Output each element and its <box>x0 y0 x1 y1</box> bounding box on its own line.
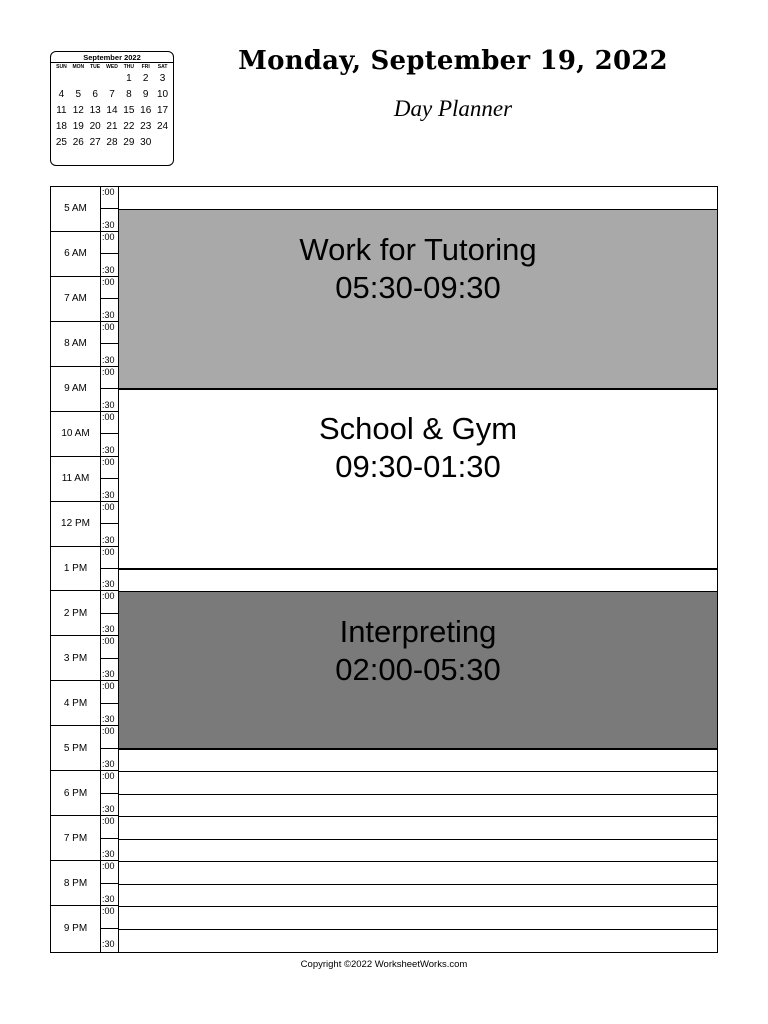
slot-divider <box>119 929 717 930</box>
mini-calendar-day: 30 <box>140 137 152 148</box>
mini-calendar-day: 5 <box>75 89 82 100</box>
weekday-label: SUN <box>56 64 67 70</box>
minute-label-30: :30 <box>101 884 118 906</box>
mini-calendar-day: 17 <box>157 105 169 116</box>
copyright-notice: Copyright ©2022 WorksheetWorks.com <box>300 959 468 970</box>
hour-label: 2 PM <box>51 591 100 636</box>
minute-label-00: :00 <box>101 906 118 928</box>
weekday-label: FRI <box>141 64 150 70</box>
weekday-label: SAT <box>157 64 168 70</box>
minute-label-30: :30 <box>101 659 118 681</box>
mini-calendar-day: 22 <box>123 121 135 132</box>
hour-label: 8 PM <box>51 861 100 906</box>
minute-label-30: :30 <box>101 479 118 501</box>
event-time: 05:30-09:30 <box>335 269 501 305</box>
minute-label-30: :30 <box>101 209 118 231</box>
weekday-label: WED <box>106 64 118 70</box>
minute-label-30: :30 <box>101 299 118 321</box>
weekday-label: MON <box>72 64 85 70</box>
mini-calendar-day: 4 <box>58 89 65 100</box>
mini-calendar-day: 28 <box>106 137 118 148</box>
hour-label: 9 PM <box>63 923 88 935</box>
minute-label-30: :30 <box>101 839 118 861</box>
weekday-label: THU <box>123 64 134 70</box>
minute-label-00: :00 <box>101 412 118 434</box>
mini-calendar-week <box>53 103 171 119</box>
minute-label-30: :30 <box>101 794 118 816</box>
minute-label-30: :30 <box>101 614 118 636</box>
minute-label-30: :30 <box>102 938 115 949</box>
schedule-area <box>119 187 717 952</box>
hour-column <box>51 187 101 952</box>
mini-calendar-day <box>104 71 121 87</box>
slot-divider <box>119 771 717 772</box>
mini-calendar <box>50 51 174 166</box>
mini-calendar-day: 27 <box>89 137 101 148</box>
mini-calendar-day: 8 <box>126 89 132 100</box>
mini-calendar-day: 11 <box>56 105 67 116</box>
minute-label-00: :00 <box>101 861 118 883</box>
hour-label: 5 AM <box>51 187 100 232</box>
mini-calendar-day: 2 <box>142 73 149 84</box>
minute-label-30: :30 <box>101 434 118 456</box>
event-block[interactable] <box>119 591 717 748</box>
minute-label-00: :00 <box>101 726 118 748</box>
mini-calendar-day: 3 <box>159 73 166 84</box>
mini-calendar-day: 13 <box>89 105 101 116</box>
mini-calendar-day: 1 <box>126 73 132 84</box>
minute-label-00: :00 <box>101 547 118 569</box>
hour-label: 1 PM <box>51 547 100 592</box>
minute-label-00: :00 <box>101 232 118 254</box>
slot-divider <box>119 569 717 570</box>
hour-label: 11 AM <box>51 457 100 502</box>
slot-divider <box>119 794 717 795</box>
hour-label: 4 PM <box>51 681 100 726</box>
day-planner-grid <box>50 186 718 953</box>
minute-label-30: :30 <box>101 704 118 726</box>
mini-calendar-weekdays <box>53 63 171 71</box>
event-title: Interpreting <box>339 613 497 649</box>
mini-calendar-day: 20 <box>89 121 101 132</box>
mini-calendar-day <box>70 71 87 87</box>
minute-label-00: :00 <box>101 771 118 793</box>
mini-calendar-week <box>53 71 171 87</box>
hour-label: 3 PM <box>51 636 100 681</box>
mini-calendar-day: 24 <box>157 121 169 132</box>
minute-label-30: :30 <box>101 569 118 591</box>
mini-calendar-week <box>53 135 171 151</box>
hour-label: 7 PM <box>51 816 100 861</box>
mini-calendar-day <box>53 71 70 87</box>
event-title: School & Gym <box>318 411 518 447</box>
mini-calendar-day: 12 <box>72 105 84 116</box>
slot-divider <box>119 861 717 862</box>
mini-calendar-day: 16 <box>140 105 152 116</box>
minute-label-00: :00 <box>101 681 118 703</box>
slot-divider <box>119 749 717 750</box>
hour-label: 12 PM <box>51 502 100 547</box>
mini-calendar-day: 15 <box>123 105 135 116</box>
minute-label-30: :30 <box>101 389 118 411</box>
event-block[interactable] <box>119 209 717 389</box>
minute-column <box>101 187 119 952</box>
hour-label: 6 PM <box>51 771 100 816</box>
minute-label-00: :00 <box>101 367 118 389</box>
minute-label-30: :30 <box>101 749 118 771</box>
minute-label-00: :00 <box>101 816 118 838</box>
slot-divider <box>119 906 717 907</box>
mini-calendar-week <box>53 119 171 135</box>
event-block[interactable] <box>119 389 717 569</box>
minute-label-00: :00 <box>101 636 118 658</box>
minute-label-30: :30 <box>101 524 118 546</box>
mini-calendar-day: 21 <box>106 121 118 132</box>
mini-calendar-week <box>53 87 171 103</box>
mini-calendar-day: 9 <box>142 89 149 100</box>
mini-calendar-day: 25 <box>55 137 67 148</box>
mini-calendar-day: 10 <box>157 89 169 100</box>
hour-label: 7 AM <box>51 277 100 322</box>
mini-calendar-day: 23 <box>140 121 152 132</box>
minute-label-00: :00 <box>101 457 118 479</box>
minute-label-00: :00 <box>101 502 118 524</box>
mini-calendar-title: September 2022 <box>51 53 173 63</box>
slot-divider <box>119 884 717 885</box>
event-time: 02:00-05:30 <box>335 651 501 687</box>
hour-label: 9 AM <box>51 367 100 412</box>
mini-calendar-day <box>154 135 171 151</box>
mini-calendar-days <box>53 71 171 151</box>
hour-label: 6 AM <box>51 232 100 277</box>
mini-calendar-day: 26 <box>72 137 84 148</box>
page-title: Monday, September 19, 2022 <box>238 46 668 76</box>
minute-label-00: :00 <box>101 322 118 344</box>
event-time: 09:30-01:30 <box>335 449 501 485</box>
mini-calendar-day: 19 <box>72 121 84 132</box>
mini-calendar-day: 14 <box>106 105 118 116</box>
event-title: Work for Tutoring <box>299 231 537 267</box>
mini-calendar-day <box>87 71 104 87</box>
mini-calendar-day: 6 <box>92 89 98 100</box>
page-subtitle: Day Planner <box>393 96 513 121</box>
slot-divider <box>119 839 717 840</box>
minute-label-00: :00 <box>101 277 118 299</box>
mini-calendar-day: 29 <box>123 137 135 148</box>
minute-label-30: :30 <box>101 254 118 276</box>
hour-label: 10 AM <box>51 412 100 457</box>
minute-label-00: :00 <box>101 187 118 209</box>
hour-label: 5 PM <box>51 726 100 771</box>
slot-divider <box>119 816 717 817</box>
minute-label-00: :00 <box>101 591 118 613</box>
hour-label: 8 AM <box>51 322 100 367</box>
minute-label-30: :30 <box>101 344 118 366</box>
mini-calendar-day: 7 <box>109 89 115 100</box>
mini-calendar-day: 18 <box>55 121 67 132</box>
weekday-label: TUE <box>90 64 101 70</box>
